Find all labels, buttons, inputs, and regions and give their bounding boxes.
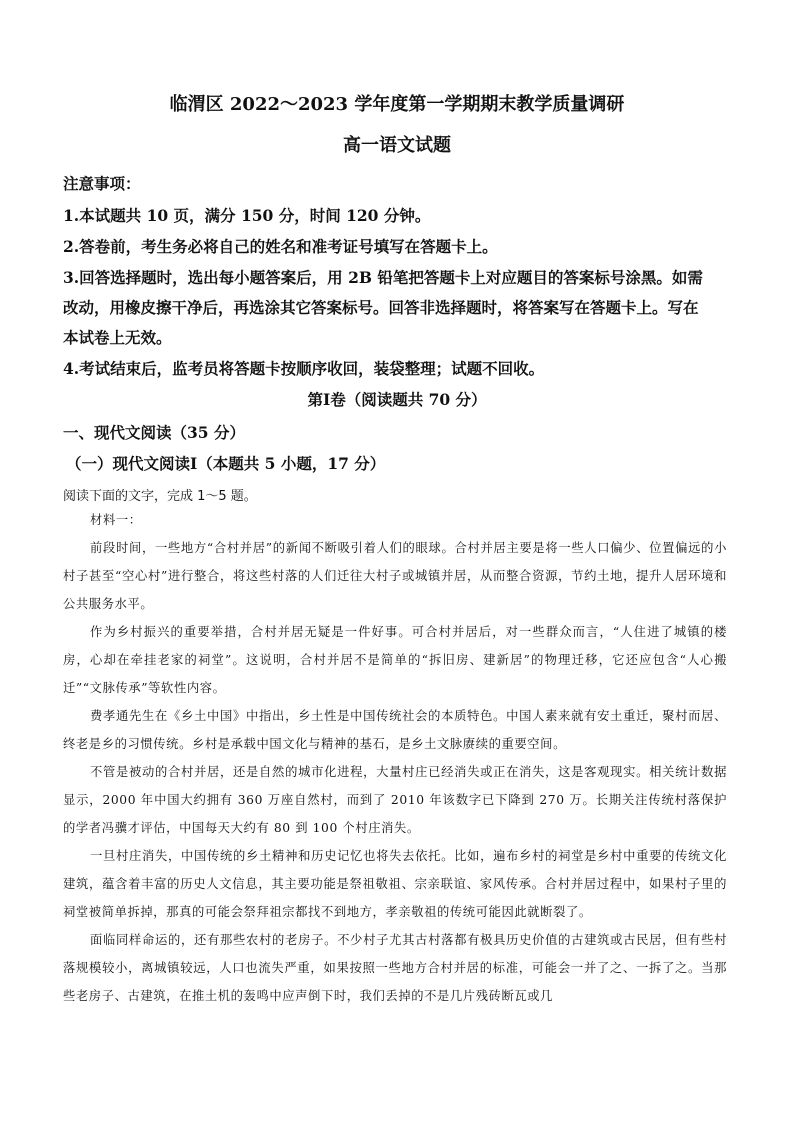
paragraph: 面临同样命运的，还有那些农村的老房子。不少村子尤其古村落都有极具历史价值的古建筑或古民居，但有些村落规模较小，离城镇较远，人口也流失严重，如果按照一些地方合村并居的标准，可能会一并了之、一拆了之。当那些老房子、古建筑，在推土机的轰鸣中应声倒下时，我们丢掉的不是几片残砖断瓦或几 [63, 933, 727, 1003]
notice-item-3-line-1: 3.回答选择题时，选出每小题答案后，用 2B 铅笔把答题卡上对应题目的答案标号涂黑。如需 [63, 268, 703, 287]
paragraph: 作为乡村振兴的重要举措，合村并居无疑是一件好事。可合村并居后，对一些群众而言，“人住进了城镇的楼房，心却在牵挂老家的祠堂”。这说明，合村并居不是简单的“拆旧房、建新居”的物理迁移，它还应包含“人心搬迁”“文脉传承”等软性内容。 [63, 625, 727, 695]
paragraph: 一旦村庄消失，中国传统的乡土精神和历史记忆也将失去依托。比如，遍布乡村的祠堂是乡村中重要的传统文化建筑，蕴含着丰富的历史人文信息，其主要功能是祭祖敬祖、宗亲联谊、家风传承。合村并居过程中，如果村子里的祠堂被简单拆掉，那真的可能会祭拜祖宗都找不到地方，孝亲敬祖的传统可能因此就断裂了。 [63, 849, 727, 919]
paragraph: 不管是被动的合村并居，还是自然的城市化进程，大量村庄已经消失或正在消失，这是客观现实。相关统计数据显示，2000 年中国大约拥有 360 万座自然村，而到了 2010 年该数字已下降到 270 万。长期关注传统村落保护的学者冯骥才评估，中国每天大约有 80 到 100 个村庄消失。 [63, 765, 727, 835]
paragraph: 前段时间，一些地方“合村并居”的新闻不断吸引着人们的眼球。合村并居主要是将一些人口偏少、位置偏远的小村子甚至“空心村”进行整合，将这些村落的人们迁往大村子或城镇并居，从而整合资源，节约土地，提升人居环境和公共服务水平。 [63, 541, 727, 611]
subsection-title: （一）现代文阅读Ⅰ（本题共 5 小题，17 分） [66, 454, 386, 473]
notice-item-4: 4.考试结束后，监考员将答题卡按顺序收回，装袋整理；试题不回收。 [63, 359, 545, 378]
exam-title: 临渭区 2022～2023 学年度第一学期期末教学质量调研 [169, 94, 625, 115]
paragraph: 费孝通先生在《乡土中国》中指出，乡土性是中国传统社会的本质特色。中国人素来就有安土重迁，聚村而居、终老是乡的习惯传统。乡村是承载中国文化与精神的基石，是乡土文脉赓续的重要空间。 [63, 709, 727, 751]
notice-item-3-line-2: 改动，用橡皮擦干净后，再选涂其它答案标号。回答非选择题时，将答案写在答题卡上。写在 [63, 298, 699, 317]
notice-item-2: 2.答卷前，考生务必将自己的姓名和准考证号填写在答题卡上。 [63, 237, 498, 256]
section-title: 一、现代文阅读（35 分） [63, 423, 245, 442]
exam-subtitle: 高一语文试题 [343, 135, 451, 156]
notice-item-3-line-3: 本试卷上无效。 [63, 328, 172, 347]
reading-instruction: 阅读下面的文字，完成 1～5 题。 [63, 489, 257, 504]
material-label: 材料一： [90, 513, 142, 527]
volume-title: 第Ⅰ卷（阅读题共 70 分） [307, 390, 487, 409]
material-body [63, 506, 727, 1010]
notice-heading: 注意事项： [63, 174, 141, 193]
notice-item-1: 1.本试题共 10 页，满分 150 分，时间 120 分钟。 [63, 206, 431, 225]
